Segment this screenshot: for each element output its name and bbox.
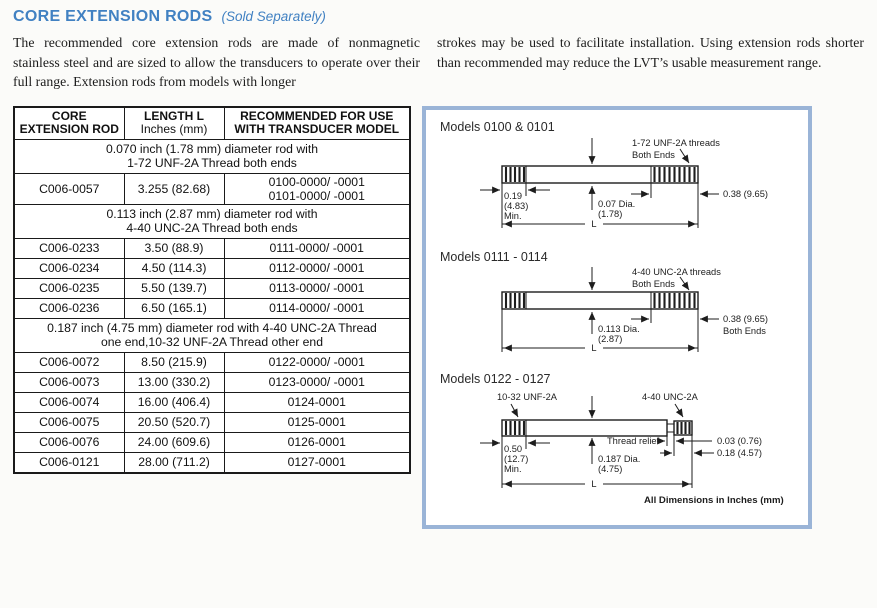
diameter-dimension (592, 312, 640, 344)
dim-label: Both Ends (723, 325, 766, 336)
dim-label: 0.187 Dia. (598, 453, 641, 464)
cell-length: 5.50 (139.7) (124, 278, 224, 298)
intro-paragraph (13, 33, 864, 92)
table-row (14, 278, 410, 298)
table-row (14, 372, 410, 392)
intro-column-right: strokes may be used to facilitate installation. Using extension rods shorter than recommended may reduce the LVT’s usable measurement range. (437, 35, 864, 70)
thread-relief-dimension (607, 436, 762, 446)
leader-arrow (680, 149, 689, 163)
table-row (14, 432, 410, 452)
core-extension-rod-table (13, 106, 411, 474)
diagram1-title: Models 0100 & 0101 (440, 119, 555, 134)
diagram1-drawing (426, 136, 804, 240)
left-dimension (480, 183, 550, 221)
right-thread-dimension (631, 183, 768, 199)
dim-label: 0.38 (9.65) (723, 188, 768, 199)
cell-part: C006-0076 (14, 432, 124, 452)
diagram-panel (422, 106, 812, 529)
diagram2-title: Models 0111 - 0114 (440, 249, 548, 264)
dim-label: Min. (504, 210, 522, 221)
leader-arrow (680, 277, 689, 290)
thread-label: Both Ends (632, 278, 675, 289)
thread-label: 4-40 UNC-2A threads (632, 266, 721, 277)
table-header-row (14, 107, 410, 140)
cell-models: 0124-0001 (224, 392, 410, 412)
length-dimension (502, 436, 692, 489)
dim-label: (12.7) (504, 453, 529, 464)
cell-part: C006-0236 (14, 298, 124, 318)
length-label: L (591, 218, 597, 229)
cell-models: 0111-0000/ -0001 (224, 238, 410, 258)
thread-label: Both Ends (632, 149, 675, 160)
table-row (14, 352, 410, 372)
dim-label: (4.75) (598, 463, 623, 474)
left-thread-label: 10-32 UNF-2A (497, 391, 557, 402)
cell-models: 0112-0000/ -0001 (224, 258, 410, 278)
thread-relief-label: Thread relief (607, 435, 660, 446)
intro-column-left: The recommended core extension rods are made of nonmagnetic stainless steel and are sized to allow the transducers to operate over their full range. Extension rods from models with longer (13, 35, 420, 89)
dim-label: 0.18 (4.57) (717, 447, 762, 458)
cell-length: 16.00 (406.4) (124, 392, 224, 412)
dim-label: 0.50 (504, 443, 523, 454)
right-thread-block (674, 421, 692, 435)
table-row (14, 258, 410, 278)
cell-part: C006-0121 (14, 452, 124, 473)
cell-models: 0126-0001 (224, 432, 410, 452)
thread-label: 1-72 UNF-2A threads (632, 137, 720, 148)
dim-label: (4.83) (504, 200, 529, 211)
cell-part: C006-0233 (14, 238, 124, 258)
col-header-rod: CORE EXTENSION ROD (14, 107, 124, 140)
dim-label: Min. (504, 463, 522, 474)
diagram3-title: Models 0122 - 0127 (440, 371, 551, 386)
dim-label: 0.07 Dia. (598, 198, 636, 209)
col-header-model: RECOMMENDED FOR USE WITH TRANSDUCER MODEL (224, 107, 410, 140)
cell-models: 0125-0001 (224, 412, 410, 432)
cell-models: 0100-0000/ -0001 0101-0000/ -0001 (224, 173, 410, 204)
col-header-length: LENGTH L Inches (mm) (124, 107, 224, 140)
cell-part: C006-0073 (14, 372, 124, 392)
cell-part: C006-0057 (14, 173, 124, 204)
length-label: L (591, 342, 597, 353)
leader-arrow (511, 404, 518, 417)
cell-length: 20.50 (520.7) (124, 412, 224, 432)
right-thread-dimension (631, 309, 768, 336)
cell-part: C006-0072 (14, 352, 124, 372)
dimensions-footnote: All Dimensions in Inches (mm) (644, 494, 784, 506)
right-thread-label: 4-40 UNC-2A (642, 391, 698, 402)
rod-body (502, 420, 667, 436)
main-row (13, 106, 864, 529)
cell-models: 0113-0000/ -0001 (224, 278, 410, 298)
dim-label: (1.78) (598, 208, 623, 219)
dim-label: 0.113 Dia. (598, 323, 640, 334)
dim-label: (2.87) (598, 333, 623, 344)
thread-relief-neck (667, 424, 674, 432)
table-row (14, 412, 410, 432)
cell-models: 0127-0001 (224, 452, 410, 473)
leader-arrow (675, 404, 683, 417)
cell-part: C006-0075 (14, 412, 124, 432)
group-row: 0.187 inch (4.75 mm) diameter rod with 4-40 UNC-2A Thread one end,10-32 UNF-2A Thread other end (14, 318, 410, 352)
table-row (14, 238, 410, 258)
table-row (14, 452, 410, 473)
cell-models: 0114-0000/ -0001 (224, 298, 410, 318)
dim-label: 0.19 (504, 190, 523, 201)
group-row: 0.113 inch (2.87 mm) diameter rod with 4-40 UNC-2A Thread both ends (14, 204, 410, 238)
section-header (13, 8, 864, 26)
group-row: 0.070 inch (1.78 mm) diameter rod with 1-72 UNF-2A Thread both ends (14, 139, 410, 173)
cell-part: C006-0074 (14, 392, 124, 412)
table-row (14, 298, 410, 318)
page-subtitle: (Sold Separately) (221, 9, 326, 24)
table-row (14, 392, 410, 412)
cell-length: 3.255 (82.68) (124, 173, 224, 204)
cell-models: 0122-0000/ -0001 (224, 352, 410, 372)
cell-length: 3.50 (88.9) (124, 238, 224, 258)
diagram2-drawing (426, 266, 804, 362)
cell-length: 24.00 (609.6) (124, 432, 224, 452)
dim-label: 0.38 (9.65) (723, 313, 768, 324)
cell-models: 0123-0000/ -0001 (224, 372, 410, 392)
dim-label: 0.03 (0.76) (717, 435, 762, 446)
cell-length: 8.50 (215.9) (124, 352, 224, 372)
table-row (14, 173, 410, 204)
diameter-dimension (592, 186, 635, 219)
cell-part: C006-0235 (14, 278, 124, 298)
page (13, 8, 864, 529)
cell-length: 28.00 (711.2) (124, 452, 224, 473)
left-dimension (480, 436, 550, 474)
length-label: L (591, 478, 597, 489)
diagram3-drawing (426, 388, 804, 510)
cell-part: C006-0234 (14, 258, 124, 278)
cell-length: 4.50 (114.3) (124, 258, 224, 278)
cell-length: 6.50 (165.1) (124, 298, 224, 318)
cell-length: 13.00 (330.2) (124, 372, 224, 392)
page-title: CORE EXTENSION RODS (13, 8, 213, 25)
